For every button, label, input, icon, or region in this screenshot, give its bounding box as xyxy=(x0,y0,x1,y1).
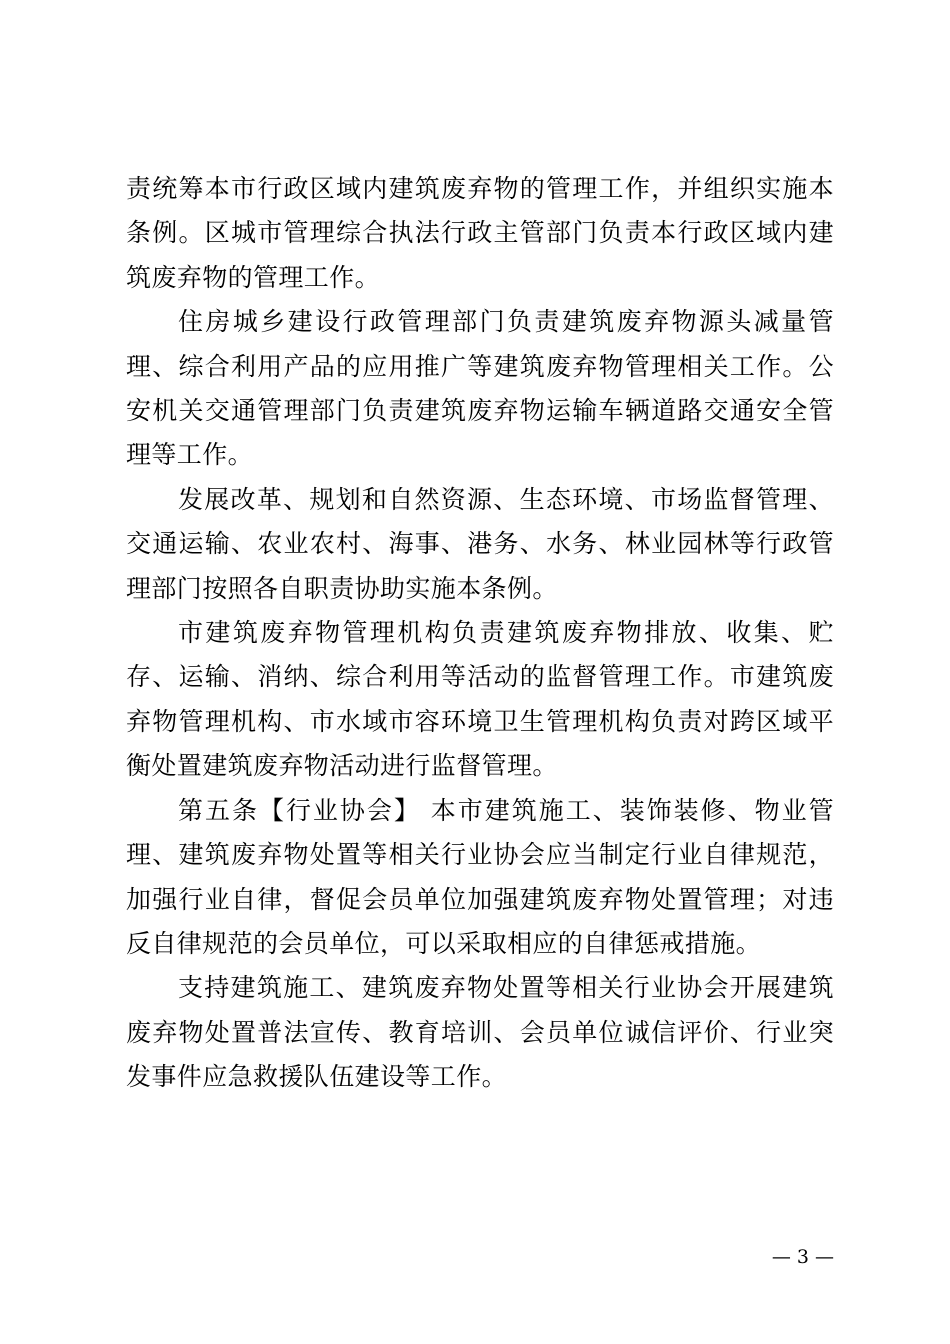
paragraph-continued: 责统筹本市行政区域内建筑废弃物的管理工作，并组织实施本条例。区城市管理综合执法行政主管部门负责本行政区域内建筑废弃物的管理工作。 xyxy=(126,174,834,292)
page-number: — 3 — xyxy=(771,1246,834,1268)
paragraph-other-departments: 发展改革、规划和自然资源、生态环境、市场监督管理、交通运输、农业农村、海事、港务、水务、林业园林等行政管理部门按照各自职责协助实施本条例。 xyxy=(126,484,834,603)
paragraph-article-five: 第五条【行业协会】 本市建筑施工、装饰装修、物业管理、建筑废弃物处置等相关行业协会应当制定行业自律规范，加强行业自律，督促会员单位加强建筑废弃物处置管理；对违反自律规范的会员单位，可以采取相应的自律惩戒措施。 xyxy=(126,795,834,958)
paragraph-housing-department: 住房城乡建设行政管理部门负责建筑废弃物源头减量管理、综合利用产品的应用推广等建筑废弃物管理相关工作。公安机关交通管理部门负责建筑废弃物运输车辆道路交通安全管理等工作。 xyxy=(126,307,834,470)
document-body xyxy=(126,167,834,1100)
paragraph-association-support: 支持建筑施工、建筑废弃物处置等相关行业协会开展建筑废弃物处置普法宣传、教育培训、会员单位诚信评价、行业突发事件应急救援队伍建设等工作。 xyxy=(126,973,834,1092)
paragraph-management-agency: 市建筑废弃物管理机构负责建筑废弃物排放、收集、贮存、运输、消纳、综合利用等活动的监督管理工作。市建筑废弃物管理机构、市水域市容环境卫生管理机构负责对跨区域平衡处置建筑废弃物活动进行监督管理。 xyxy=(126,618,834,781)
